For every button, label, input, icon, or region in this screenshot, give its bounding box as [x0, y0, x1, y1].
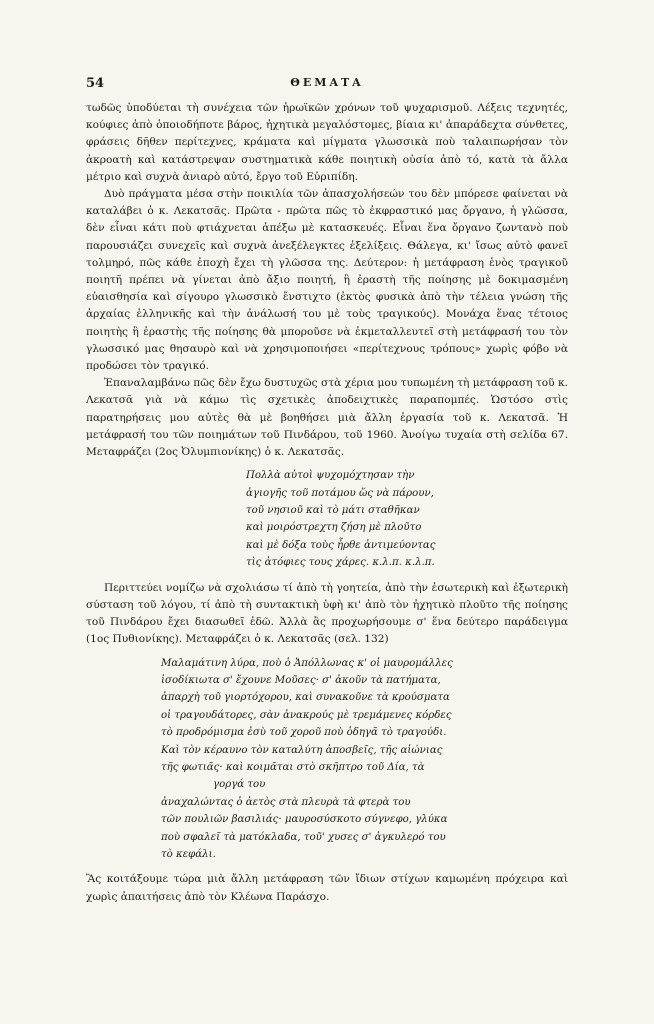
verse-line: ἁγιογῆς τοῦ ποτάμου ὥς νὰ πάρουν,	[246, 487, 434, 499]
page-number: 54	[86, 76, 105, 91]
verse-line: ἰσοδίκιωτα σ' ἔχουνε Μοῦσες· σ' ἀκοῦν τὰ πατήματα,	[161, 674, 441, 686]
verse-line: ἀναχαλώντας ὁ ἀετὸς στὰ πλευρὰ τὰ φτερὰ του	[161, 796, 411, 808]
verse-line: οἱ τραγουδάτορες, σὰν ἀνακρούς μὲ τρεμάμενες κόρδες	[161, 709, 452, 721]
paragraph: Δυὸ πράγματα μέσα στὴν ποικιλία τῶν ἀπασχολήσεών του δὲν μπόρεσε φαίνεται νὰ καταλάβει ὁ κ. Λεκατσᾶς. Πρῶτα - πρῶτα πῶς τὸ ἐκφραστικό μας ὄργανο, ἡ γλῶσσα, δὲν εἶναι κάτι ποὺ φτιάχνεται ἀπέξω μὲ κατασκευές. Εἶναι ἕνα ὄργανο ζωντανὸ ποὺ παρουσιάζει συνεχεῖς καὶ συχνὰ ἀνεξέλεγκτες ἐξελίξεις. Θάλεγα, κι' ἴσως αὐτὸ φανεῖ τολμηρό, πῶς κάθε ἐποχὴ ἔχει τὴ γλῶσσα της. Δεύτερον: ἡ μετάφραση ἑνὸς τραγικοῦ ποιητῆ πρέπει νὰ γίνεται ἀπὸ ἄξιο ποιητή, ἢ ἐραστὴ τῆς ποίησης μὲ δοκιμασμένη εὐαισθησία καὶ σίγουρο γλωσσικὸ ἔνστιχτο (ἐκτὸς φυσικὰ ἀπὸ τὴν τέλεια γνώση τῆς ἀρχαίας ἑλληνικῆς καὶ τὴν ἀνάλωσή του μὲ τοὺς τραγικούς). Μονάχα ἕνας τέτοιος ποιητὴς ἢ ἐραστὴς τῆς ποίησης θὰ μποροῦσε νὰ ἐκμεταλλευτεῖ στὴ μετάφρασή του τὸν γλωσσικό μας θησαυρὸ καὶ νὰ χρησιμοποιήσει «περίτεχνους τρόπους» χωρὶς φόβο νὰ προδώσει τὸν τραγικό.	[86, 188, 568, 373]
body-text	[86, 100, 568, 906]
page-header	[86, 76, 568, 92]
poem-quotation	[86, 655, 568, 864]
verse-line: ἀπαρχὴ τοῦ γιορτόχορου, καὶ συνακοῦνε τὰ κρούσματα	[161, 692, 450, 704]
verse-line: Καὶ τὸν κέραυνο τὸν καταλύτη ἀποσβεῖς, τῆς αἰώνιας	[161, 744, 443, 756]
verse-line: τῆς φωτιᾶς· καὶ κοιμᾶται στὸ σκῆπτρο τοῦ Δία, τὰ	[161, 761, 425, 773]
verse-line: γοργά του	[213, 779, 266, 791]
paragraph: Ἐπαναλαμβάνω πῶς δὲν ἔχω δυστυχῶς στὰ χέρια μου τυπωμένη τὴ μετάφραση τοῦ κ. Λεκατσᾶ γιὰ νὰ κάμω τὶς σχετικὲς ἀποδειχτικὲς παραπομπές. Ὡστόσο στὶς παρατηρήσεις μου αὐτὲς θὰ μὲ βοηθήσει μιὰ ἄλλη ἐργασία τοῦ κ. Λεκατσᾶ. Ἡ μετάφρασή του τῶν ποιημάτων τοῦ Πινδάρου, τοῦ 1960. Ἀνοίγω τυχαία στὴ σελίδα 67. Μεταφράζει (2ος Ὀλυμπιονίκης) ὁ κ. Λεκατσᾶς.	[86, 377, 568, 459]
verse-line: Πολλὰ αὐτοὶ ψυχομόχτησαν τὴν	[246, 470, 415, 482]
verse-line: καὶ μοιρόστρεχτη ζήση μὲ πλοῦτο	[246, 522, 422, 534]
verse-line: τοῦ νησιοῦ καὶ τὸ μάτι σταθῆκαν	[246, 505, 420, 517]
verse-line: τὸ κεφάλι.	[161, 848, 216, 860]
verse-line: τῶν πουλιῶν βασιλιάς· μαυροσύσκοτο σύγνεφο, γλύκα	[161, 814, 448, 826]
verse-line: ποὺ σφαλεῖ τὰ ματόκλαδα, τοῦ' χυσες σ' ἀγκυλερό του	[161, 831, 446, 843]
running-title: ΘΕΜΑΤΑ	[290, 76, 364, 89]
verse-line: καὶ μὲ δόξα τοὺς ἦρθε ἀντιμεύοντας	[246, 539, 436, 551]
verse-line: τὸ προδρόμισμα ἐσὺ τοῦ χοροῦ ποὺ ὁδηγᾶ τὸ τραγούδι.	[161, 727, 447, 739]
paragraph: Περιττεύει νομίζω νὰ σχολιάσω τί ἀπὸ τὴ γοητεία, ἀπὸ τὴν ἐσωτερικὴ καὶ ἐξωτερικὴ σύσταση τοῦ λόγου, τί ἀπὸ τὴ συντακτικὴ ὑφὴ κι' ἀπὸ τὸν ἠχητικὸ πλοῦτο τῆς ποίησης τοῦ Πινδάρου ἔχει διασωθεῖ ἐδῶ. Ἀλλὰ ἂς προχωρήσουμε σ' ἕνα δεύτερο παράδειγμα (1ος Πυθιονίκης). Μεταφράζει ὁ κ. Λεκατσᾶς (σελ. 132)	[86, 581, 568, 646]
poem-quotation	[86, 467, 568, 571]
paragraph: Ἂς κοιτάξουμε τώρα μιὰ ἄλλη μετάφραση τῶν ἴδιων στίχων καμωμένη πρόχειρα καὶ χωρὶς ἀπαιτήσεις ἀπὸ τὸν Κλέωνα Παράσχο.	[86, 873, 568, 903]
verse-line: Μαλαμάτινη λύρα, ποὺ ὁ Ἀπόλλωνας κ' οἱ μαυρομάλλες	[161, 657, 453, 669]
verse-line: τὶς ἀτόφιες τους χάρες. κ.λ.π. κ.λ.π.	[246, 557, 435, 569]
paragraph: τωδῶς ὑποδύεται τὴ συνέχεια τῶν ἡρωϊκῶν χρόνων τοῦ ψυχαρισμοῦ. Λέξεις τεχνητές, κούφιες ἀπὸ ὁποιοδήποτε βάρος, ἠχητικὰ μεγαλόστομες, βίαια κι' ἀπαράδεχτα σύνθετες, φράσεις δῆθεν περίτεχνες, κράματα καὶ μίγματα γλωσσικὰ ποὺ ταλαιπωρήσαν τὸν ἀκροατὴ καὶ κατάστρεψαν συστηματικὰ κάθε ποιητικὴ οὐσία ἀπὸ τό, κατὰ τὰ ἄλλα μέτριο καὶ συχνὰ ἀνιαρὸ αὐτό, ἔργο τοῦ Εὐριπίδη.	[86, 102, 568, 183]
